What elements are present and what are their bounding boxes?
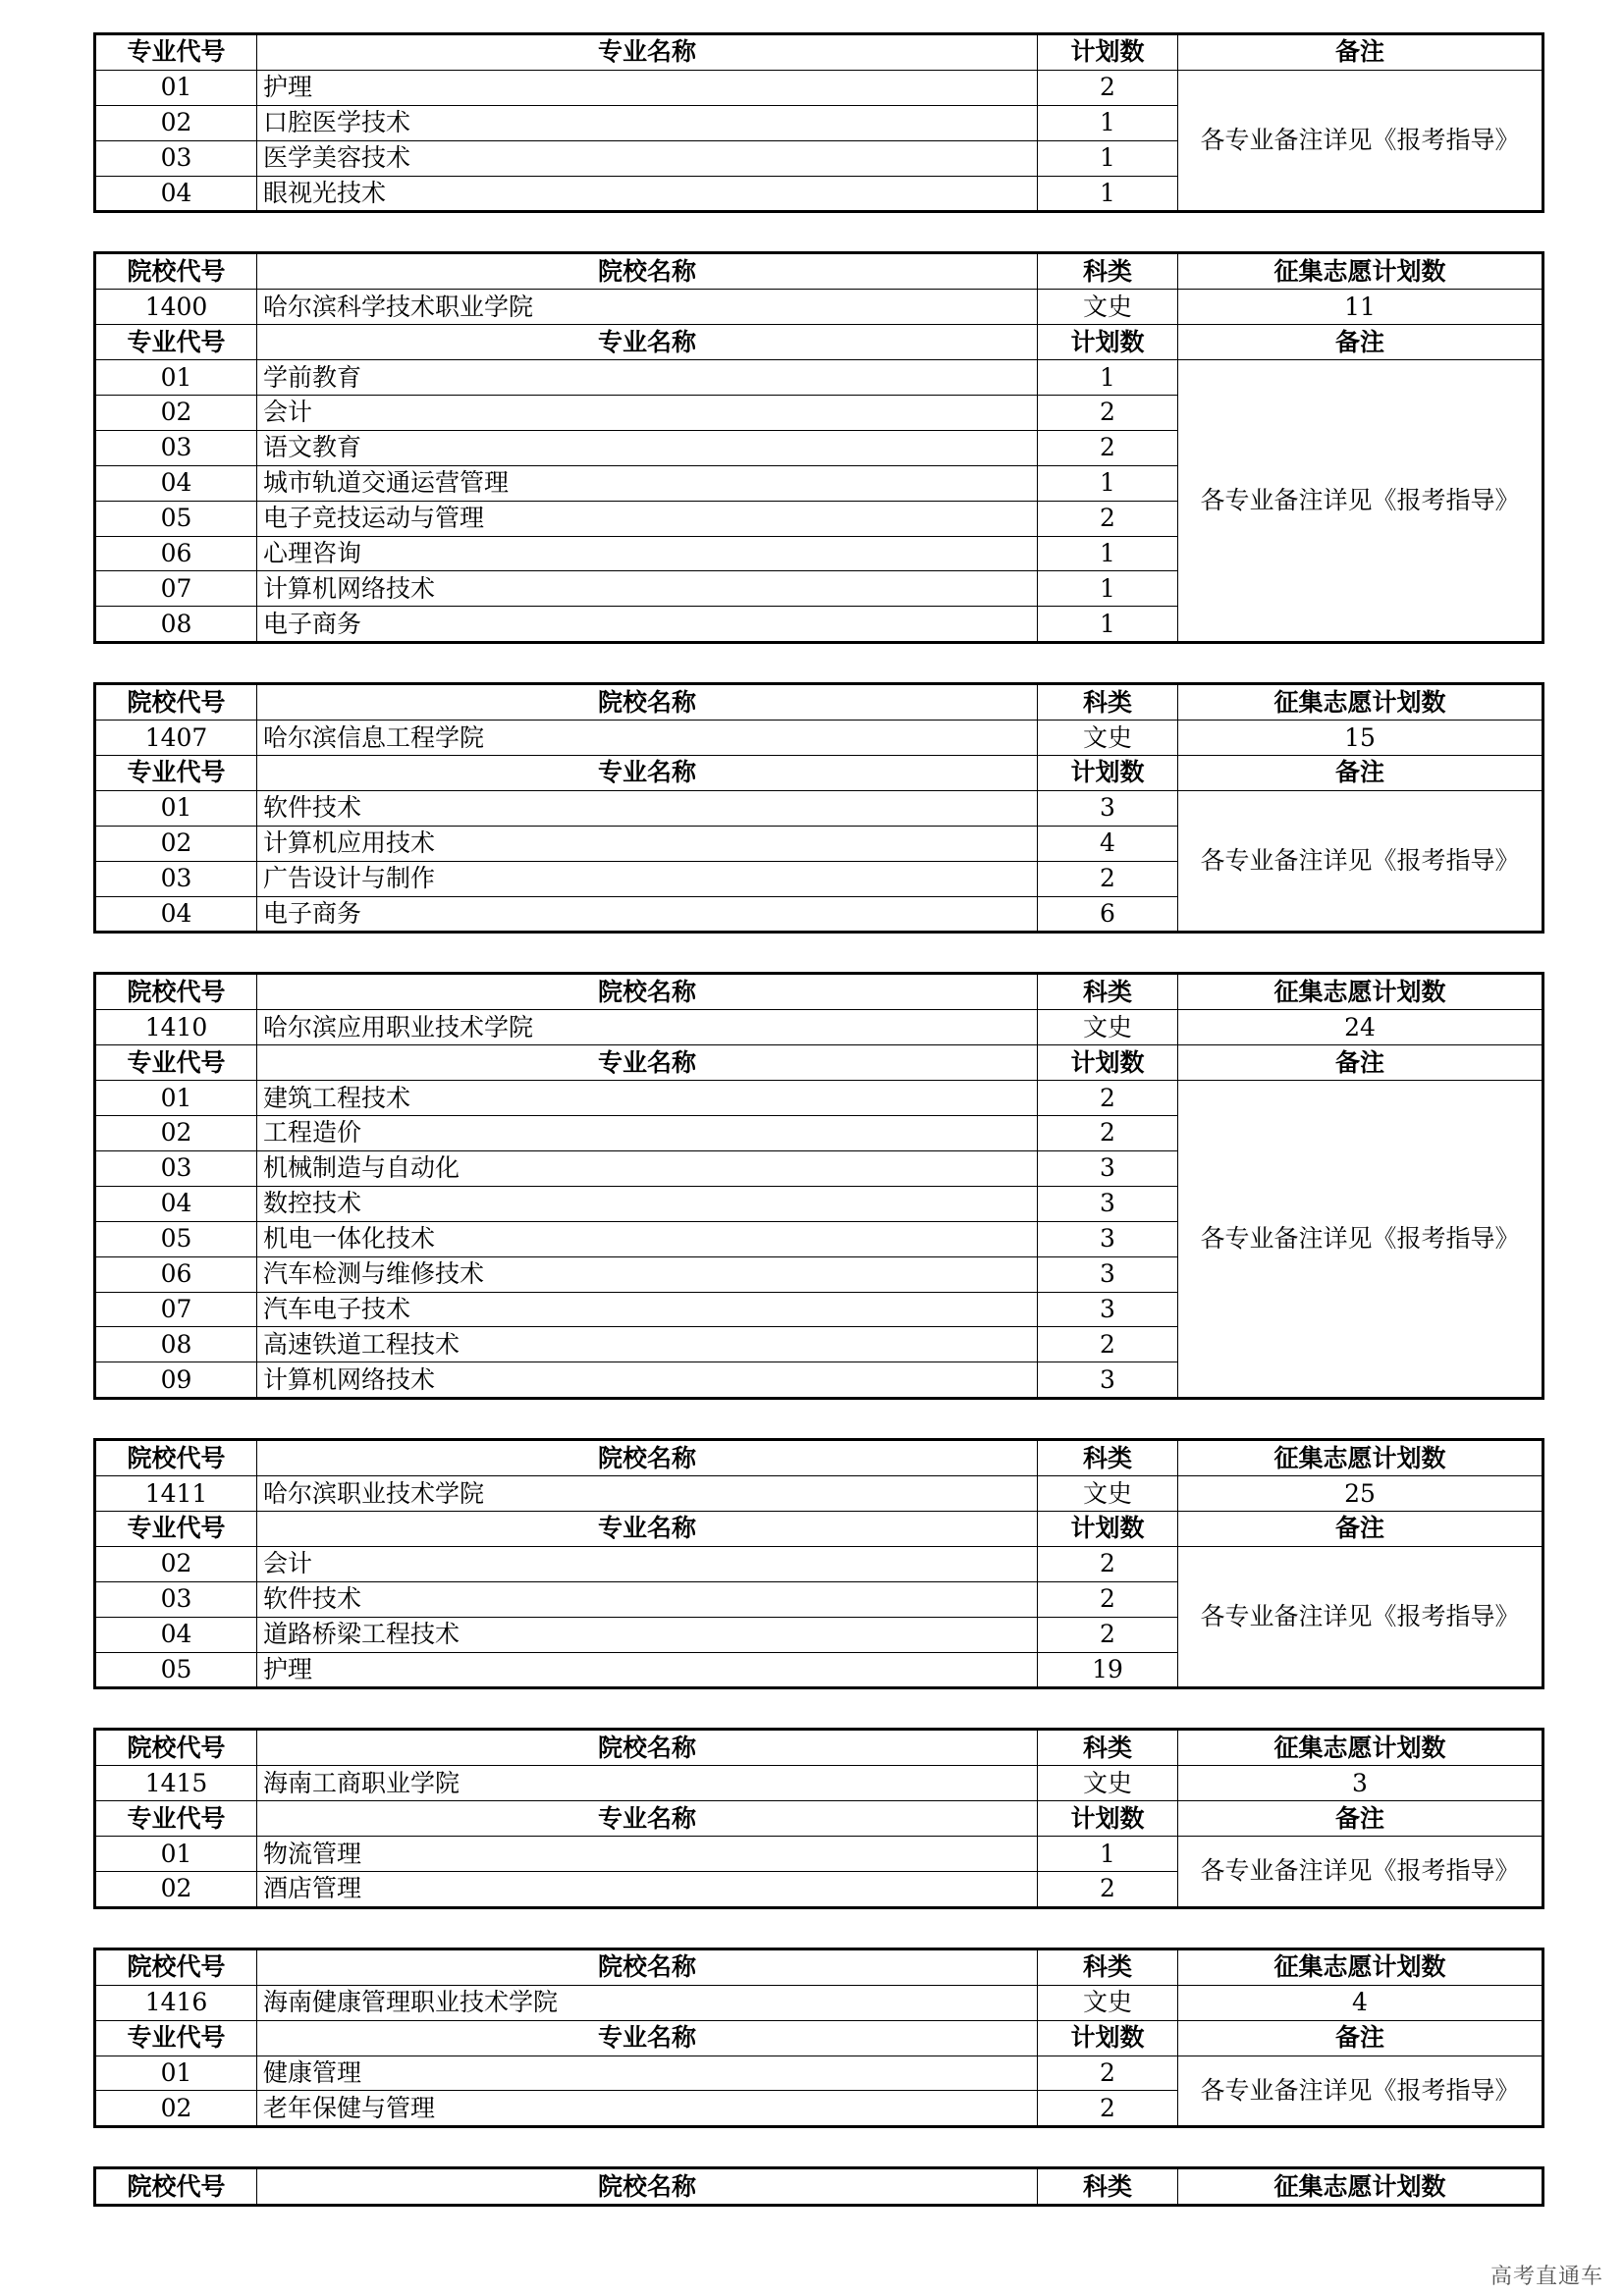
major-code-header: 专业代号 <box>95 1511 257 1546</box>
major-header-row <box>95 1511 1543 1546</box>
major-name: 语文教育 <box>257 430 1038 465</box>
major-name: 眼视光技术 <box>257 176 1038 212</box>
major-name: 计算机网络技术 <box>257 1362 1038 1399</box>
count-header: 计划数 <box>1038 1801 1178 1837</box>
major-code: 01 <box>95 1081 257 1116</box>
school-name: 海南工商职业学院 <box>257 1766 1038 1801</box>
major-code: 04 <box>95 176 257 212</box>
major-code: 03 <box>95 1581 257 1617</box>
major-code: 01 <box>95 1837 257 1872</box>
major-name: 酒店管理 <box>257 1871 1038 1907</box>
major-name: 机械制造与自动化 <box>257 1150 1038 1186</box>
school-row <box>95 1010 1543 1045</box>
major-name: 口腔医学技术 <box>257 105 1038 140</box>
major-code: 03 <box>95 430 257 465</box>
school-plan: 15 <box>1178 721 1543 756</box>
school-category: 文史 <box>1038 721 1178 756</box>
major-code: 07 <box>95 571 257 607</box>
note-cell: 各专业备注详见《报考指导》 <box>1178 360 1543 643</box>
major-count: 1 <box>1038 571 1178 607</box>
major-code: 05 <box>95 1652 257 1688</box>
table-row <box>95 1546 1543 1581</box>
plan-header: 征集志愿计划数 <box>1178 1730 1543 1766</box>
major-count: 2 <box>1038 1871 1178 1907</box>
major-count: 1 <box>1038 607 1178 643</box>
school-code-header: 院校代号 <box>95 1730 257 1766</box>
school-header-row <box>95 1949 1543 1985</box>
major-code: 04 <box>95 465 257 501</box>
major-code-header: 专业代号 <box>95 1045 257 1081</box>
major-code: 02 <box>95 1546 257 1581</box>
major-name: 建筑工程技术 <box>257 1081 1038 1116</box>
major-code: 01 <box>95 790 257 826</box>
table-row <box>95 1837 1543 1872</box>
major-code: 04 <box>95 1186 257 1221</box>
major-name: 心理咨询 <box>257 536 1038 571</box>
major-count: 2 <box>1038 396 1178 431</box>
note-header: 备注 <box>1178 325 1543 360</box>
major-name: 健康管理 <box>257 2056 1038 2091</box>
major-count: 2 <box>1038 430 1178 465</box>
major-count: 3 <box>1038 1256 1178 1292</box>
major-header-row <box>95 1045 1543 1081</box>
school-plan: 3 <box>1178 1766 1543 1801</box>
watermark: 高考直通车 <box>1490 2265 1604 2289</box>
school-block <box>93 1438 1544 1689</box>
school-code: 1411 <box>95 1476 257 1512</box>
major-code: 03 <box>95 861 257 896</box>
major-code: 01 <box>95 70 257 105</box>
note-header: 备注 <box>1178 1045 1543 1081</box>
major-count: 3 <box>1038 790 1178 826</box>
school-name-header: 院校名称 <box>257 253 1038 290</box>
major-name: 高速铁道工程技术 <box>257 1327 1038 1362</box>
plan-header: 征集志愿计划数 <box>1178 684 1543 721</box>
document <box>93 32 1542 2207</box>
major-header-row <box>95 1801 1543 1837</box>
school-name: 哈尔滨职业技术学院 <box>257 1476 1038 1512</box>
major-count: 2 <box>1038 501 1178 536</box>
school-header-row <box>95 1730 1543 1766</box>
category-header: 科类 <box>1038 1949 1178 1985</box>
school-row <box>95 721 1543 756</box>
major-code: 06 <box>95 1256 257 1292</box>
school-header-row <box>95 684 1543 721</box>
major-count: 2 <box>1038 1081 1178 1116</box>
school-code: 1407 <box>95 721 257 756</box>
major-code: 07 <box>95 1292 257 1327</box>
major-code-header: 专业代号 <box>95 2020 257 2056</box>
major-code: 08 <box>95 1327 257 1362</box>
school-code: 1400 <box>95 290 257 325</box>
school-category: 文史 <box>1038 1985 1178 2020</box>
major-count: 2 <box>1038 1581 1178 1617</box>
major-name: 软件技术 <box>257 790 1038 826</box>
major-count: 1 <box>1038 536 1178 571</box>
school-header-row <box>95 1440 1543 1476</box>
plan-header: 征集志愿计划数 <box>1178 2168 1543 2206</box>
major-code: 03 <box>95 1150 257 1186</box>
count-header: 计划数 <box>1038 1045 1178 1081</box>
major-header-row <box>95 325 1543 360</box>
note-cell: 各专业备注详见《报考指导》 <box>1178 2056 1543 2127</box>
school-plan: 4 <box>1178 1985 1543 2020</box>
major-header-row <box>95 2020 1543 2056</box>
note-header: 备注 <box>1178 2020 1543 2056</box>
category-header: 科类 <box>1038 253 1178 290</box>
major-code: 04 <box>95 1617 257 1652</box>
school-block <box>93 972 1544 1400</box>
major-name: 护理 <box>257 1652 1038 1688</box>
school-name-header: 院校名称 <box>257 974 1038 1010</box>
category-header: 科类 <box>1038 1730 1178 1766</box>
major-code: 08 <box>95 607 257 643</box>
major-count: 3 <box>1038 1186 1178 1221</box>
count-header: 计划数 <box>1038 2020 1178 2056</box>
school-code-header: 院校代号 <box>95 974 257 1010</box>
major-name: 软件技术 <box>257 1581 1038 1617</box>
major-code: 02 <box>95 2091 257 2127</box>
school-code-header: 院校代号 <box>95 1949 257 1985</box>
major-count: 2 <box>1038 2056 1178 2091</box>
major-code: 03 <box>95 140 257 176</box>
major-code: 04 <box>95 896 257 933</box>
major-code: 02 <box>95 1116 257 1151</box>
school-name-header: 院校名称 <box>257 1949 1038 1985</box>
table-row <box>95 70 1543 105</box>
plan-header: 征集志愿计划数 <box>1178 1949 1543 1985</box>
school-block <box>93 32 1544 213</box>
school-row <box>95 1476 1543 1512</box>
school-category: 文史 <box>1038 1476 1178 1512</box>
school-row <box>95 1766 1543 1801</box>
note-cell: 各专业备注详见《报考指导》 <box>1178 1081 1543 1399</box>
major-code-header: 专业代号 <box>95 1801 257 1837</box>
school-block <box>93 682 1544 934</box>
note-cell: 各专业备注详见《报考指导》 <box>1178 1546 1543 1688</box>
school-block <box>93 2166 1544 2207</box>
major-name: 电子商务 <box>257 607 1038 643</box>
school-name-header: 院校名称 <box>257 1440 1038 1476</box>
major-code: 01 <box>95 360 257 396</box>
school-name: 哈尔滨信息工程学院 <box>257 721 1038 756</box>
major-name: 工程造价 <box>257 1116 1038 1151</box>
major-code: 01 <box>95 2056 257 2091</box>
major-code: 02 <box>95 105 257 140</box>
major-name-header: 专业名称 <box>257 325 1038 360</box>
major-code-header: 专业代号 <box>95 34 257 71</box>
table-row <box>95 1081 1543 1116</box>
plan-header: 征集志愿计划数 <box>1178 253 1543 290</box>
major-name: 物流管理 <box>257 1837 1038 1872</box>
note-header: 备注 <box>1178 34 1543 71</box>
major-name-header: 专业名称 <box>257 756 1038 791</box>
major-count: 1 <box>1038 360 1178 396</box>
school-row <box>95 1985 1543 2020</box>
major-name: 城市轨道交通运营管理 <box>257 465 1038 501</box>
major-count: 1 <box>1038 176 1178 212</box>
major-count: 2 <box>1038 2091 1178 2127</box>
major-count: 2 <box>1038 1327 1178 1362</box>
major-count: 1 <box>1038 1837 1178 1872</box>
school-block <box>93 251 1544 644</box>
major-code: 06 <box>95 536 257 571</box>
major-code: 02 <box>95 826 257 861</box>
count-header: 计划数 <box>1038 34 1178 71</box>
note-cell: 各专业备注详见《报考指导》 <box>1178 70 1543 212</box>
school-code-header: 院校代号 <box>95 253 257 290</box>
major-name: 计算机网络技术 <box>257 571 1038 607</box>
school-code-header: 院校代号 <box>95 684 257 721</box>
category-header: 科类 <box>1038 2168 1178 2206</box>
major-count: 4 <box>1038 826 1178 861</box>
plan-header: 征集志愿计划数 <box>1178 974 1543 1010</box>
school-name: 海南健康管理职业技术学院 <box>257 1985 1038 2020</box>
major-code: 05 <box>95 1221 257 1256</box>
major-count: 3 <box>1038 1292 1178 1327</box>
school-code-header: 院校代号 <box>95 1440 257 1476</box>
category-header: 科类 <box>1038 684 1178 721</box>
major-name: 计算机应用技术 <box>257 826 1038 861</box>
note-cell: 各专业备注详见《报考指导》 <box>1178 1837 1543 1908</box>
school-category: 文史 <box>1038 290 1178 325</box>
major-count: 1 <box>1038 465 1178 501</box>
note-header: 备注 <box>1178 1511 1543 1546</box>
category-header: 科类 <box>1038 1440 1178 1476</box>
major-count: 3 <box>1038 1221 1178 1256</box>
major-name: 老年保健与管理 <box>257 2091 1038 2127</box>
major-name-header: 专业名称 <box>257 1511 1038 1546</box>
school-name-header: 院校名称 <box>257 1730 1038 1766</box>
count-header: 计划数 <box>1038 756 1178 791</box>
school-code: 1410 <box>95 1010 257 1045</box>
school-category: 文史 <box>1038 1010 1178 1045</box>
school-name: 哈尔滨应用职业技术学院 <box>257 1010 1038 1045</box>
major-code-header: 专业代号 <box>95 325 257 360</box>
major-count: 6 <box>1038 896 1178 933</box>
plan-header: 征集志愿计划数 <box>1178 1440 1543 1476</box>
table-row <box>95 2056 1543 2091</box>
table-row <box>95 790 1543 826</box>
major-name-header: 专业名称 <box>257 34 1038 71</box>
major-count: 2 <box>1038 70 1178 105</box>
school-block <box>93 1948 1544 2128</box>
school-category: 文史 <box>1038 1766 1178 1801</box>
major-name: 医学美容技术 <box>257 140 1038 176</box>
school-plan: 11 <box>1178 290 1543 325</box>
school-code: 1416 <box>95 1985 257 2020</box>
school-header-row <box>95 2168 1543 2206</box>
school-row <box>95 290 1543 325</box>
school-plan: 24 <box>1178 1010 1543 1045</box>
major-code: 09 <box>95 1362 257 1399</box>
school-code-header: 院校代号 <box>95 2168 257 2206</box>
major-header-row <box>95 34 1543 71</box>
school-header-row <box>95 253 1543 290</box>
count-header: 计划数 <box>1038 1511 1178 1546</box>
major-name: 护理 <box>257 70 1038 105</box>
school-name-header: 院校名称 <box>257 2168 1038 2206</box>
major-name: 汽车检测与维修技术 <box>257 1256 1038 1292</box>
school-name: 哈尔滨科学技术职业学院 <box>257 290 1038 325</box>
major-count: 1 <box>1038 140 1178 176</box>
school-header-row <box>95 974 1543 1010</box>
major-count: 2 <box>1038 1546 1178 1581</box>
major-name: 道路桥梁工程技术 <box>257 1617 1038 1652</box>
major-header-row <box>95 756 1543 791</box>
table-row <box>95 360 1543 396</box>
school-name-header: 院校名称 <box>257 684 1038 721</box>
category-header: 科类 <box>1038 974 1178 1010</box>
major-name: 电子商务 <box>257 896 1038 933</box>
major-count: 2 <box>1038 861 1178 896</box>
major-name: 会计 <box>257 1546 1038 1581</box>
school-plan: 25 <box>1178 1476 1543 1512</box>
major-name: 电子竞技运动与管理 <box>257 501 1038 536</box>
major-name: 广告设计与制作 <box>257 861 1038 896</box>
note-cell: 各专业备注详见《报考指导》 <box>1178 790 1543 933</box>
major-count: 1 <box>1038 105 1178 140</box>
major-code: 05 <box>95 501 257 536</box>
school-code: 1415 <box>95 1766 257 1801</box>
major-count: 3 <box>1038 1150 1178 1186</box>
major-code-header: 专业代号 <box>95 756 257 791</box>
major-name: 学前教育 <box>257 360 1038 396</box>
major-count: 2 <box>1038 1617 1178 1652</box>
major-code: 02 <box>95 1871 257 1907</box>
major-count: 3 <box>1038 1362 1178 1399</box>
major-name-header: 专业名称 <box>257 1801 1038 1837</box>
major-name: 汽车电子技术 <box>257 1292 1038 1327</box>
note-header: 备注 <box>1178 756 1543 791</box>
school-block <box>93 1728 1544 1908</box>
major-name: 机电一体化技术 <box>257 1221 1038 1256</box>
count-header: 计划数 <box>1038 325 1178 360</box>
major-count: 2 <box>1038 1116 1178 1151</box>
major-count: 19 <box>1038 1652 1178 1688</box>
major-code: 02 <box>95 396 257 431</box>
major-name-header: 专业名称 <box>257 2020 1038 2056</box>
major-name: 会计 <box>257 396 1038 431</box>
major-name: 数控技术 <box>257 1186 1038 1221</box>
major-name-header: 专业名称 <box>257 1045 1038 1081</box>
note-header: 备注 <box>1178 1801 1543 1837</box>
